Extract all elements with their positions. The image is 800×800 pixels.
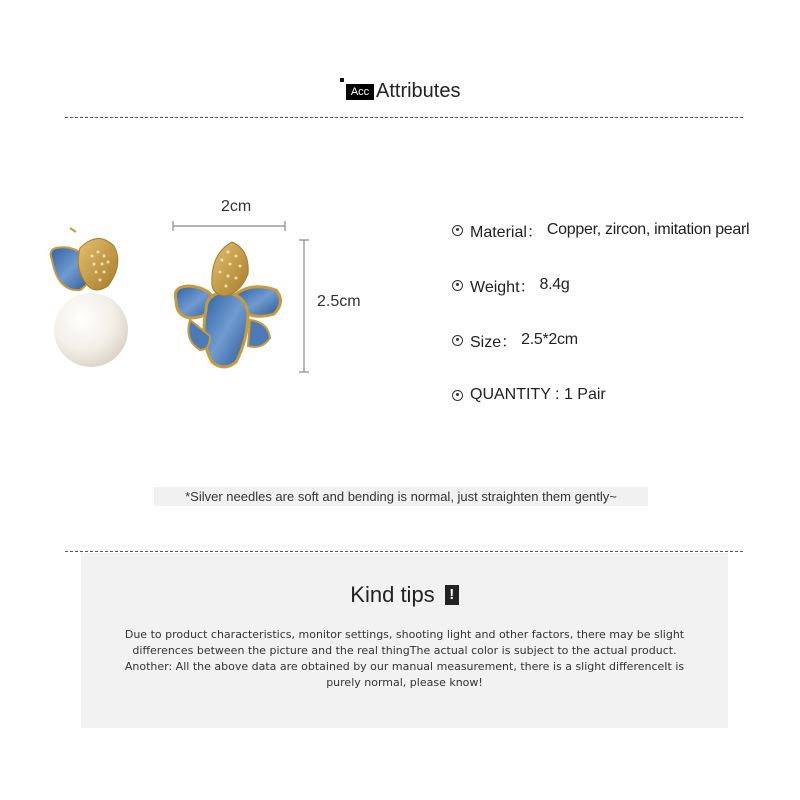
kind-tips-heading (81, 581, 728, 608)
spec-label: Weight： (470, 278, 536, 296)
bullet-icon (452, 335, 463, 346)
kind-tips-title: Kind tips (350, 582, 435, 608)
bullet-icon (452, 280, 463, 291)
flower-earring (175, 242, 280, 367)
spec-row-material (452, 216, 792, 244)
earring-illustration (40, 190, 350, 390)
section-title: Attributes (376, 80, 461, 102)
tips-line: purely normal, please know! (326, 676, 483, 689)
section-header (0, 78, 800, 108)
height-label: 2.5cm (317, 293, 361, 310)
header-badge: Acc (346, 84, 374, 100)
spec-label: Material： (470, 223, 543, 241)
spec-row-quantity (452, 381, 792, 409)
pearl-earring (51, 228, 128, 367)
care-note: *Silver needles are soft and bending is normal, just straighten them gently~ (154, 487, 648, 506)
tips-line: Due to product characteristics, monitor settings, shooting light and other factors, there may be slight (124, 628, 685, 641)
bullet-icon (452, 390, 463, 401)
width-dimension (173, 221, 285, 231)
spec-value: 2.5*2cm (521, 331, 578, 348)
spec-list (452, 216, 792, 436)
bullet-icon (452, 225, 463, 236)
spec-label: Size： (470, 333, 518, 351)
divider-top (65, 117, 743, 118)
spec-row-weight (452, 271, 792, 299)
height-dimension (299, 240, 309, 372)
kind-tips-text (111, 627, 698, 691)
divider-bottom (65, 551, 743, 552)
tips-line: Another: All the above data are obtained by our manual measurement, there is a slight differenceIt is (124, 660, 685, 673)
spec-value: Copper, zircon, imitation pearl (546, 221, 750, 238)
tips-line: differences between the picture and the real thingThe actual color is subject to the actual product. (132, 644, 677, 657)
header-dot (340, 78, 344, 82)
product-image (40, 190, 361, 390)
width-label: 2cm (221, 198, 252, 215)
spec-row-size (452, 326, 792, 354)
exclamation-icon: ! (445, 585, 459, 605)
spec-value: 8.4g (539, 276, 570, 293)
spec-label: QUANTITY : 1 Pair (470, 386, 606, 403)
kind-tips-box (81, 553, 728, 728)
